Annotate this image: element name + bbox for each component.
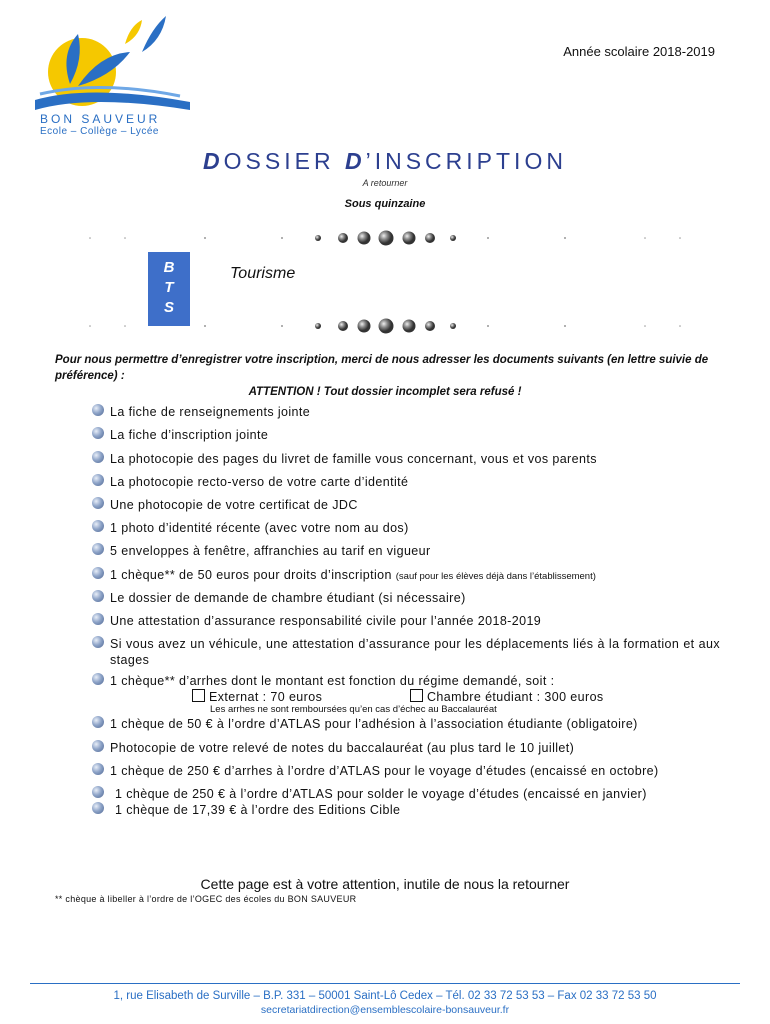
bts-letter: S [163,299,174,316]
title-part-1: OSSIER [223,148,345,174]
checkbox-icon[interactable] [410,689,423,702]
list-item: 1 chèque de 250 € d’arrhes à l’ordre d’ATLAS pour le voyage d’études (encaissé en octobre) [110,764,659,778]
list-item: 1 chèque** d’arrhes dont le montant est fonction du régime demandé, soit : [110,674,555,688]
instructions-intro: Pour nous permettre d’enregistrer votre inscription, merci de nous adresser les documents suivants (en lettre suivie de préférence) : [55,354,709,382]
return-note: A retourner [362,178,408,188]
option-chambre[interactable]: Chambre étudiant : 300 euros [410,689,604,704]
cheque-inscription-text: 1 chèque** de 50 euros pour droits d’inscription [110,568,392,582]
option-externat[interactable]: Externat : 70 euros [192,690,322,704]
bullet-icon [92,786,104,798]
school-name: BON SAUVEUR [40,112,161,126]
bullet-icon [92,716,104,728]
logo-wave [35,92,190,110]
list-item: 5 enveloppes à fenêtre, affranchies au tarif en vigueur [110,544,431,558]
attention-warning: ATTENTION ! Tout dossier incomplet sera refusé ! [248,386,522,398]
list-item: Une attestation d’assurance responsabilité civile pour l’année 2018-2019 [110,614,542,628]
bullet-icon [92,404,104,416]
cheque-footnote: ** chèque à libeller à l’ordre de l’OGEC des écoles du BON SAUVEUR [55,894,357,904]
bullet-icon [92,636,104,648]
bullet-icon [92,673,104,685]
program-specialty: Tourisme [230,265,296,282]
cheque-inscription-note: (sauf pour les élèves déjà dans l’établissement) [395,571,596,582]
footer-address: 1, rue Elisabeth de Surville – B.P. 331 – 50001 Saint-Lô Cedex – Tél. 02 33 72 53 53 – Fax 02 33 72 53 50 [113,990,657,1002]
bullet-icon [92,590,104,602]
bullet-icon [92,497,104,509]
list-item: Si vous avez un véhicule, une attestation d’assurance pour les déplacements liés à la formation et aux stages [110,637,720,667]
bullet-icon [92,567,104,579]
list-item: 1 chèque de 50 € à l’ordre d’ATLAS pour l’adhésion à l’association étudiante (obligatoire) [110,717,638,731]
bts-letter: T [164,279,174,296]
title-initial-1: D [203,148,224,174]
list-item: La fiche de renseignements jointe [110,405,311,419]
delay-note: Sous quinzaine [344,198,426,210]
list-item: 1 chèque de 17,39 € à l’ordre des Editions Cible [115,803,401,817]
school-subtitle: Ecole – Collège – Lycée [40,126,159,137]
list-item: 1 chèque de 250 € à l’ordre d’ATLAS pour solder le voyage d’études (encaissé en janvier) [115,787,647,801]
title-part-2: ’INSCRIPTION [365,148,567,174]
bts-label-box [148,252,190,326]
bullet-icon [92,451,104,463]
list-item: La photocopie recto-verso de votre carte d’identité [110,475,409,489]
page-note: Cette page est à votre attention, inutile de nous la retourner [200,876,570,892]
bullet-icon [92,543,104,555]
list-item: Photocopie de votre relevé de notes du baccalauréat (au plus tard le 10 juillet) [110,741,575,755]
bullet-icon [92,802,104,814]
arrhes-note: Les arrhes ne sont remboursées qu’en cas d’échec au Baccalauréat [210,704,497,715]
dots-divider-bottom [0,316,770,336]
dots-divider-top [0,228,770,248]
logo-leaf-3 [125,20,142,44]
bullet-icon [92,427,104,439]
page-title [0,148,770,175]
list-item: 1 photo d’identité récente (avec votre nom au dos) [110,521,409,535]
bullet-icon [92,520,104,532]
bullet-icon [92,474,104,486]
arrhes-options [192,689,604,704]
bts-letter: B [163,259,175,276]
school-year: Année scolaire 2018-2019 [563,44,715,59]
bullet-icon [92,613,104,625]
footer-email[interactable]: secretariatdirection@ensemblescolaire-bonsauveur.fr [260,1004,510,1016]
checkbox-icon[interactable] [192,689,205,702]
logo-leaf-4 [142,16,166,52]
title-initial-2: D [344,148,366,174]
list-item: Le dossier de demande de chambre étudiant (si nécessaire) [110,591,466,605]
list-item-cheque-inscription [110,567,720,585]
list-item: Une photocopie de votre certificat de JDC [110,498,358,512]
bullet-icon [92,763,104,775]
list-item: La fiche d’inscription jointe [110,428,269,442]
list-item: La photocopie des pages du livret de famille vous concernant, vous et vos parents [110,452,597,466]
bullet-icon [92,740,104,752]
school-logo [30,14,200,114]
footer-divider [30,983,740,984]
